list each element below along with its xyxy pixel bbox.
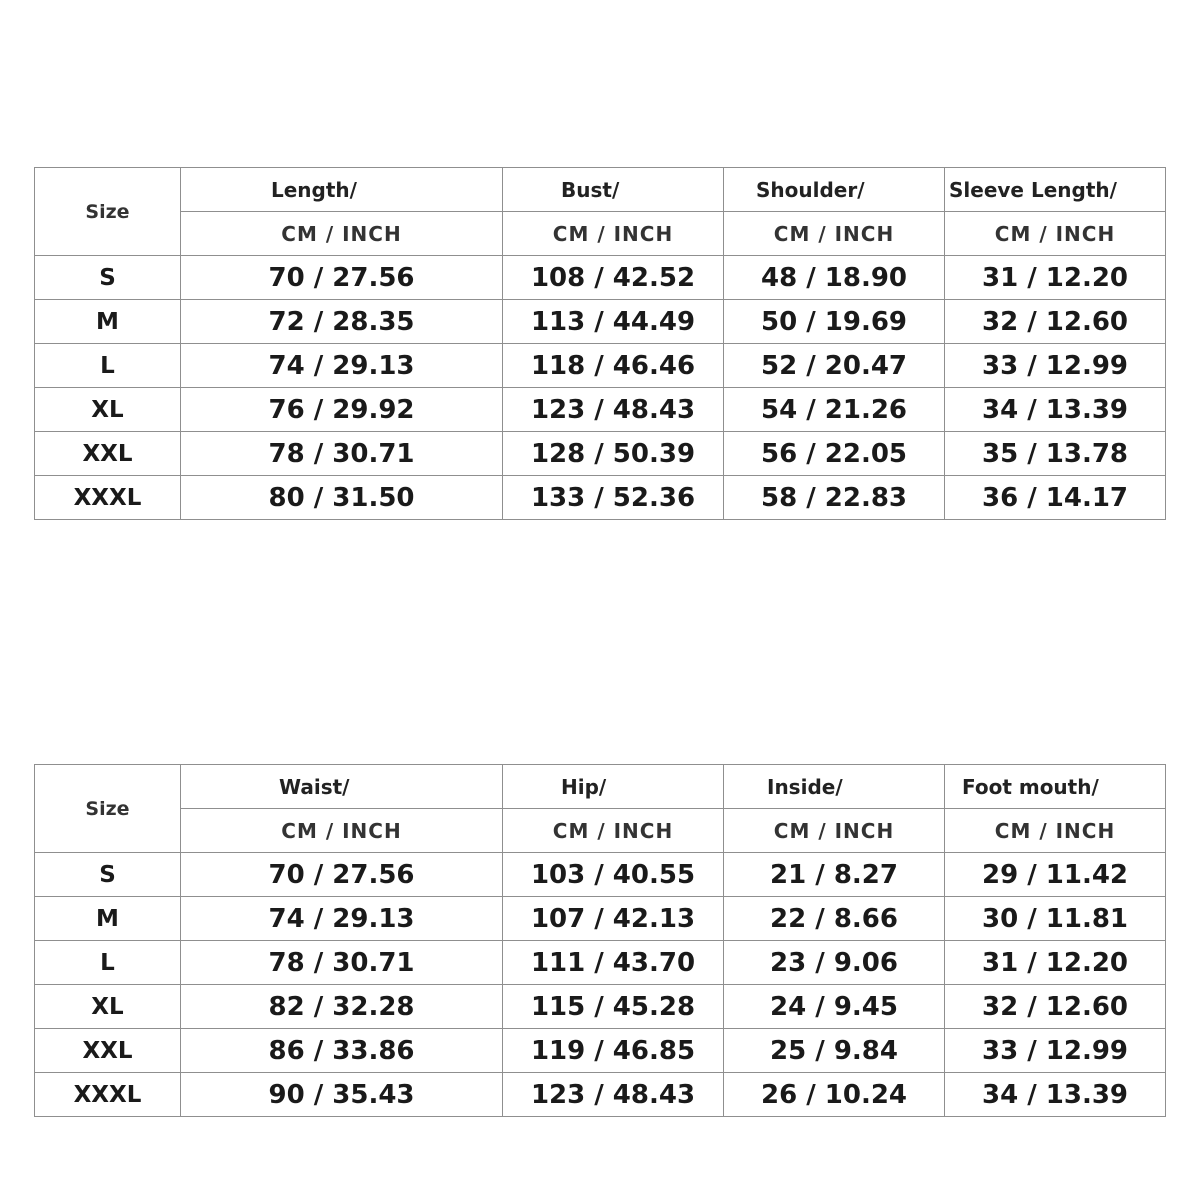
value-cell: 26 / 10.24 <box>724 1073 945 1117</box>
value-cell: 128 / 50.39 <box>503 432 724 476</box>
measure-header-waist: Waist/ <box>279 774 350 799</box>
size-cell: M <box>35 300 181 344</box>
size-cell: XXL <box>35 1029 181 1073</box>
value-cell: 48 / 18.90 <box>724 256 945 300</box>
value-cell: 86 / 33.86 <box>181 1029 503 1073</box>
size-chart-top-table <box>34 167 1166 520</box>
table-row <box>35 985 1166 1029</box>
value-cell: 70 / 27.56 <box>181 853 503 897</box>
value-cell: 50 / 19.69 <box>724 300 945 344</box>
unit-header-cell <box>724 809 945 853</box>
value-cell: 82 / 32.28 <box>181 985 503 1029</box>
value-cell: 123 / 48.43 <box>503 1073 724 1117</box>
unit-label: CM / INCH <box>552 221 674 246</box>
size-header-cell <box>35 168 181 256</box>
header-row-measures <box>35 765 1166 809</box>
value-cell: 108 / 42.52 <box>503 256 724 300</box>
measure-header-cell <box>503 765 724 809</box>
value-cell: 34 / 13.39 <box>945 388 1166 432</box>
measure-header-hip: Hip/ <box>561 774 607 799</box>
value-cell: 36 / 14.17 <box>945 476 1166 520</box>
unit-header-cell <box>503 212 724 256</box>
measure-header-cell <box>503 168 724 212</box>
table-row <box>35 941 1166 985</box>
value-cell: 103 / 40.55 <box>503 853 724 897</box>
value-cell: 30 / 11.81 <box>945 897 1166 941</box>
size-cell: S <box>35 256 181 300</box>
value-cell: 21 / 8.27 <box>724 853 945 897</box>
size-cell: XXXL <box>35 476 181 520</box>
unit-header-cell <box>724 212 945 256</box>
size-cell: L <box>35 344 181 388</box>
table-row <box>35 853 1166 897</box>
measure-header-cell <box>945 168 1166 212</box>
table-row <box>35 897 1166 941</box>
measure-header-cell <box>724 168 945 212</box>
value-cell: 31 / 12.20 <box>945 941 1166 985</box>
table-row <box>35 476 1166 520</box>
value-cell: 72 / 28.35 <box>181 300 503 344</box>
size-header-label: Size <box>85 200 130 223</box>
value-cell: 78 / 30.71 <box>181 432 503 476</box>
value-cell: 107 / 42.13 <box>503 897 724 941</box>
value-cell: 80 / 31.50 <box>181 476 503 520</box>
unit-label: CM / INCH <box>773 818 895 843</box>
measure-header-foot-mouth: Foot mouth/ <box>962 774 1099 799</box>
unit-header-cell <box>181 212 503 256</box>
unit-header-cell <box>945 809 1166 853</box>
table-row <box>35 1029 1166 1073</box>
value-cell: 22 / 8.66 <box>724 897 945 941</box>
size-cell: XXXL <box>35 1073 181 1117</box>
table-row <box>35 388 1166 432</box>
table-row <box>35 300 1166 344</box>
value-cell: 70 / 27.56 <box>181 256 503 300</box>
value-cell: 76 / 29.92 <box>181 388 503 432</box>
unit-label: CM / INCH <box>994 818 1116 843</box>
value-cell: 133 / 52.36 <box>503 476 724 520</box>
value-cell: 33 / 12.99 <box>945 1029 1166 1073</box>
size-cell: S <box>35 853 181 897</box>
unit-header-cell <box>503 809 724 853</box>
value-cell: 32 / 12.60 <box>945 300 1166 344</box>
value-cell: 29 / 11.42 <box>945 853 1166 897</box>
value-cell: 35 / 13.78 <box>945 432 1166 476</box>
value-cell: 34 / 13.39 <box>945 1073 1166 1117</box>
value-cell: 52 / 20.47 <box>724 344 945 388</box>
unit-label: CM / INCH <box>281 221 402 246</box>
size-chart-bottom-table <box>34 764 1166 1117</box>
value-cell: 115 / 45.28 <box>503 985 724 1029</box>
unit-header-cell <box>181 809 503 853</box>
value-cell: 119 / 46.85 <box>503 1029 724 1073</box>
value-cell: 74 / 29.13 <box>181 344 503 388</box>
header-row-units <box>35 809 1166 853</box>
size-cell: XL <box>35 985 181 1029</box>
table-row <box>35 1073 1166 1117</box>
measure-header-cell <box>945 765 1166 809</box>
size-cell: M <box>35 897 181 941</box>
value-cell: 24 / 9.45 <box>724 985 945 1029</box>
value-cell: 32 / 12.60 <box>945 985 1166 1029</box>
value-cell: 23 / 9.06 <box>724 941 945 985</box>
value-cell: 33 / 12.99 <box>945 344 1166 388</box>
value-cell: 113 / 44.49 <box>503 300 724 344</box>
value-cell: 78 / 30.71 <box>181 941 503 985</box>
unit-label: CM / INCH <box>552 818 674 843</box>
unit-label: CM / INCH <box>994 221 1116 246</box>
size-header-cell <box>35 765 181 853</box>
measure-header-sleeve-length: Sleeve Length/ <box>949 177 1117 202</box>
unit-label: CM / INCH <box>281 818 402 843</box>
header-row-units <box>35 212 1166 256</box>
size-cell: L <box>35 941 181 985</box>
value-cell: 54 / 21.26 <box>724 388 945 432</box>
measure-header-cell <box>181 168 503 212</box>
measure-header-inside: Inside/ <box>767 774 843 799</box>
value-cell: 58 / 22.83 <box>724 476 945 520</box>
value-cell: 123 / 48.43 <box>503 388 724 432</box>
header-row-measures <box>35 168 1166 212</box>
value-cell: 25 / 9.84 <box>724 1029 945 1073</box>
measure-header-cell <box>724 765 945 809</box>
value-cell: 118 / 46.46 <box>503 344 724 388</box>
value-cell: 74 / 29.13 <box>181 897 503 941</box>
value-cell: 90 / 35.43 <box>181 1073 503 1117</box>
value-cell: 111 / 43.70 <box>503 941 724 985</box>
size-header-label: Size <box>85 797 130 820</box>
measure-header-length: Length/ <box>271 177 357 202</box>
measure-header-cell <box>181 765 503 809</box>
value-cell: 31 / 12.20 <box>945 256 1166 300</box>
measure-header-shoulder: Shoulder/ <box>756 177 865 202</box>
table-row <box>35 256 1166 300</box>
unit-header-cell <box>945 212 1166 256</box>
size-cell: XL <box>35 388 181 432</box>
table-row <box>35 432 1166 476</box>
unit-label: CM / INCH <box>773 221 895 246</box>
value-cell: 56 / 22.05 <box>724 432 945 476</box>
measure-header-bust: Bust/ <box>561 177 620 202</box>
size-cell: XXL <box>35 432 181 476</box>
table-row <box>35 344 1166 388</box>
